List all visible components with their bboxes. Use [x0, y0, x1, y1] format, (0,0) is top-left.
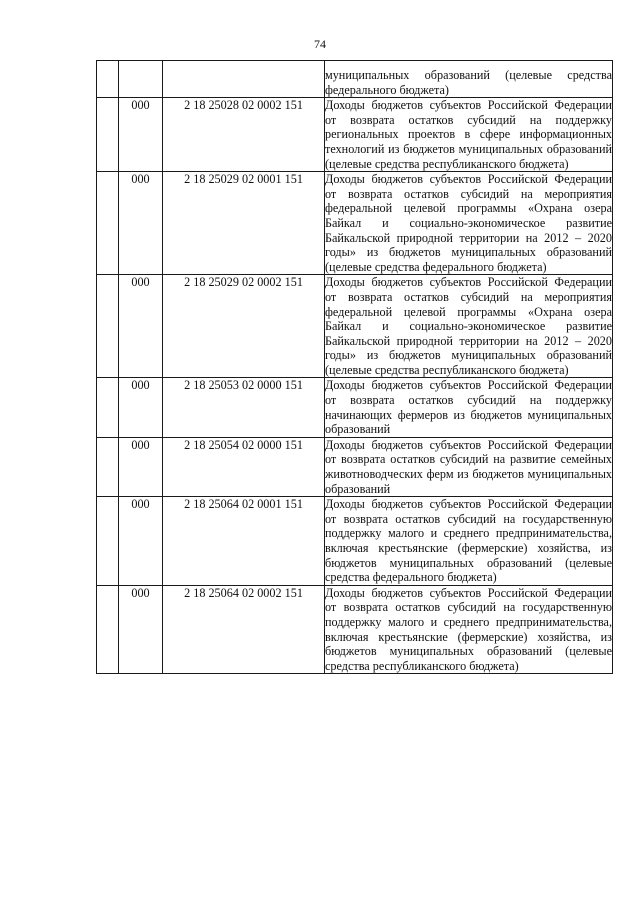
admin-code-cell: 000	[119, 437, 163, 496]
description-text: Доходы бюджетов субъектов Российской Федерации от возврата остатков субсидий на поддержку начинающих фермеров из бюджетов муниципальных образований	[325, 378, 612, 437]
budget-code-cell: 2 18 25028 02 0002 151	[163, 98, 325, 172]
description-text: Доходы бюджетов субъектов Российской Федерации от возврата остатков субсидий на государственную поддержку малого и среднего предпринимательства, включая крестьянские (фермерские) хозяйства, из бюджетов муниципальных образований (целевые средства республиканского бюджета)	[325, 585, 612, 673]
description-cell	[325, 585, 613, 674]
budget-code-cell: 2 18 25054 02 0000 151	[163, 437, 325, 496]
description-text: Доходы бюджетов субъектов Российской Федерации от возврата остатков субсидий на поддержку региональных проектов в сфере информационных технологий из бюджетов муниципальных образований (целевые средства республиканского бюджета)	[325, 98, 612, 171]
budget-code-cell: 2 18 25029 02 0001 151	[163, 172, 325, 275]
empty-cell	[97, 437, 119, 496]
admin-code-cell	[119, 61, 163, 98]
budget-codes-table	[96, 60, 613, 674]
table-row	[97, 585, 613, 674]
admin-code-cell: 000	[119, 172, 163, 275]
table-row-continuation	[97, 61, 613, 98]
page-number: 74	[314, 37, 326, 51]
description-cell	[325, 378, 613, 437]
table-row	[97, 275, 613, 378]
admin-code-cell: 000	[119, 585, 163, 674]
empty-cell	[97, 497, 119, 586]
description-text: Доходы бюджетов субъектов Российской Федерации от возврата остатков субсидий на развитие семейных животноводческих ферм из бюджетов муниципальных образований	[325, 437, 612, 496]
description-cell	[325, 275, 613, 378]
admin-code-cell: 000	[119, 98, 163, 172]
table-row	[97, 98, 613, 172]
description-text: муниципальных образований (целевые средства федерального бюджета)	[325, 68, 612, 97]
admin-code-cell: 000	[119, 497, 163, 586]
description-cell	[325, 437, 613, 496]
table-row	[97, 378, 613, 437]
description-cell	[325, 497, 613, 586]
empty-cell	[97, 61, 119, 98]
description-cell	[325, 98, 613, 172]
budget-code-cell	[163, 61, 325, 98]
description-cell	[325, 172, 613, 275]
empty-cell	[97, 172, 119, 275]
table-row	[97, 172, 613, 275]
budget-code-cell: 2 18 25064 02 0001 151	[163, 497, 325, 586]
table-row	[97, 497, 613, 586]
empty-cell	[97, 275, 119, 378]
empty-cell	[97, 98, 119, 172]
description-text: Доходы бюджетов субъектов Российской Федерации от возврата остатков субсидий на мероприятия федеральной целевой программы «Охрана озера Байкал и социально-экономическое развитие Байкальской природной территории на 2012 – 2020 годы» из бюджетов муниципальных образований (целевые средства федерального бюджета)	[325, 172, 612, 274]
description-text: Доходы бюджетов субъектов Российской Федерации от возврата остатков субсидий на государственную поддержку малого и среднего предпринимательства, включая крестьянские (фермерские) хозяйства, из бюджетов муниципальных образований (целевые средства федерального бюджета)	[325, 497, 612, 585]
budget-code-cell: 2 18 25064 02 0002 151	[163, 585, 325, 674]
admin-code-cell: 000	[119, 378, 163, 437]
admin-code-cell: 000	[119, 275, 163, 378]
table-row	[97, 437, 613, 496]
description-text: Доходы бюджетов субъектов Российской Федерации от возврата остатков субсидий на мероприятия федеральной целевой программы «Охрана озера Байкал и социально-экономическое развитие Байкальской природной территории на 2012 – 2020 годы» из бюджетов муниципальных образований (целевые средства республиканского бюджета)	[325, 275, 612, 377]
empty-cell	[97, 585, 119, 674]
description-cell	[325, 61, 613, 98]
budget-code-cell: 2 18 25053 02 0000 151	[163, 378, 325, 437]
empty-cell	[97, 378, 119, 437]
budget-code-cell: 2 18 25029 02 0002 151	[163, 275, 325, 378]
